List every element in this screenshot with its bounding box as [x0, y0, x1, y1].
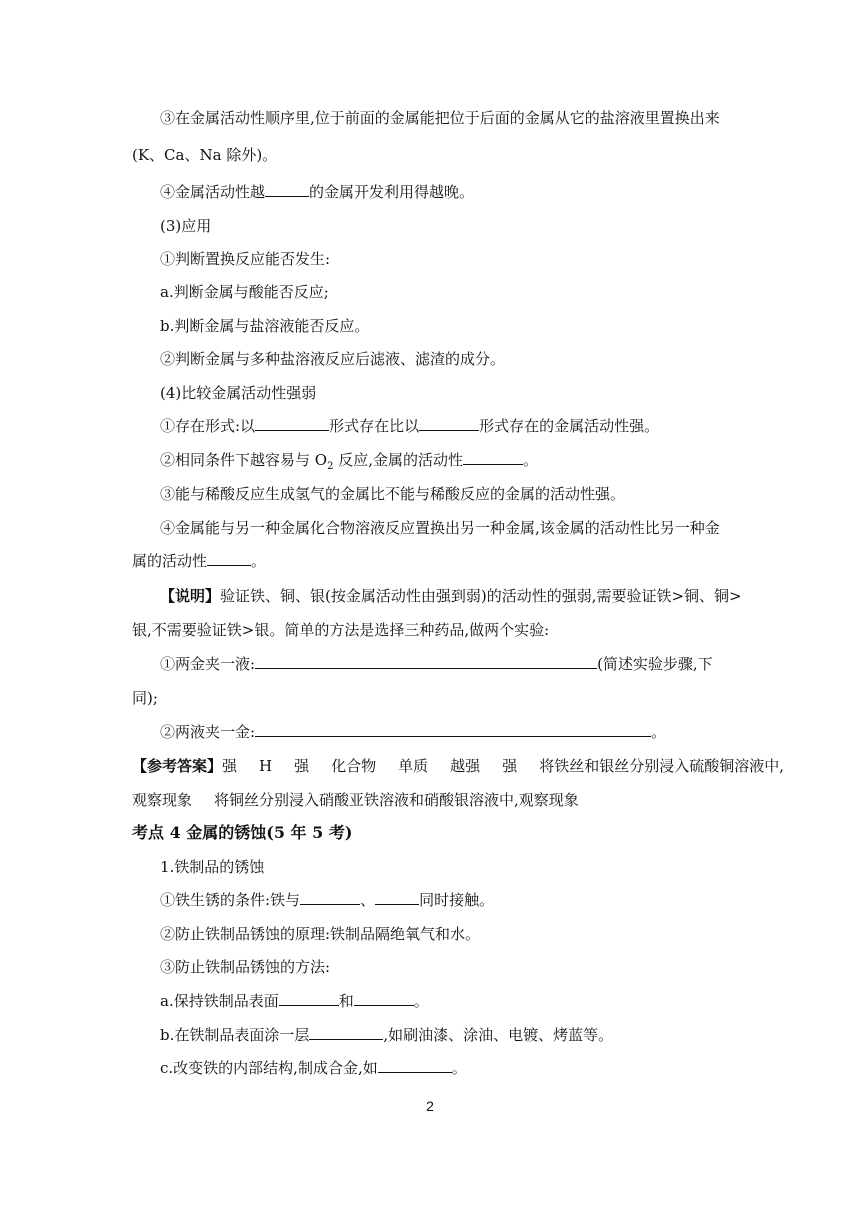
page-number: 2 — [426, 1098, 434, 1114]
fill-blank[interactable] — [255, 654, 597, 669]
fill-blank[interactable] — [255, 722, 651, 737]
text-line: ③防止铁制品锈蚀的方法: — [160, 958, 331, 976]
text-line: 属的活动性 。 — [132, 552, 267, 570]
text-line: 银,不需要验证铁>银。简单的方法是选择三种药品,做两个实验: — [132, 621, 550, 639]
answer-line: 【参考答案】强 H 强 化合物 单质 越强 强 将铁丝和银丝分别浸入硫酸铜溶液中, — [132, 757, 784, 775]
fill-blank[interactable] — [354, 991, 414, 1006]
fill-blank[interactable] — [419, 416, 479, 431]
text-line: ①铁生锈的条件:铁与 、 同时接触。 — [160, 891, 495, 909]
text-line: ①存在形式:以 形式存在比以 形式存在的金属活动性强。 — [160, 417, 660, 435]
fill-blank[interactable] — [375, 890, 419, 905]
subsection-title: 1.铁制品的锈蚀 — [160, 858, 265, 876]
text-line: a.判断金属与酸能否反应; — [160, 283, 329, 301]
text-line: 同); — [132, 689, 158, 707]
answer-line: 观察现象 将铜丝分别浸入硝酸亚铁溶液和硝酸银溶液中,观察现象 — [132, 791, 579, 809]
text-line: ④金属活动性越 的金属开发利用得越晚。 — [160, 183, 475, 201]
text-line: (K、Ca、Na 除外)。 — [132, 146, 278, 164]
text-line: ③能与稀酸反应生成氢气的金属比不能与稀酸反应的金属的活动性强。 — [160, 485, 626, 503]
fill-blank[interactable] — [378, 1058, 452, 1073]
fill-blank[interactable] — [300, 890, 360, 905]
text-line: ②相同条件下越容易与 $O_2$ 反应,金属的活动性 。 — [160, 451, 539, 472]
text-line: b.在铁制品表面涂一层 ,如刷油漆、涂油、电镀、烤蓝等。 — [160, 1026, 614, 1044]
text-line: a.保持铁制品表面 和 。 — [160, 992, 429, 1010]
text-line: ①两金夹一液: (简述实验步骤,下 — [160, 655, 713, 673]
subsection-title: (3)应用 — [160, 217, 212, 235]
text-line: ②防止铁制品锈蚀的原理:铁制品隔绝氧气和水。 — [160, 925, 481, 943]
text-line: ①判断置换反应能否发生: — [160, 250, 331, 268]
text-line: ②判断金属与多种盐溶液反应后滤液、滤渣的成分。 — [160, 350, 506, 368]
text-line: ④金属能与另一种金属化合物溶液反应置换出另一种金属,该金属的活动性比另一种金 — [160, 519, 720, 537]
fill-blank[interactable] — [265, 182, 309, 197]
fill-blank[interactable] — [463, 450, 523, 465]
fill-blank[interactable] — [309, 1025, 383, 1040]
section-heading: 考点 4 金属的锈蚀(5 年 5 考) — [132, 823, 353, 842]
text-line: c.改变铁的内部结构,制成合金,如 。 — [160, 1059, 467, 1077]
fill-blank[interactable] — [207, 551, 251, 566]
subsection-title: (4)比较金属活动性强弱 — [160, 384, 317, 402]
text-line: ③在金属活动性顺序里,位于前面的金属能把位于后面的金属从它的盐溶液里置换出来 — [160, 109, 720, 127]
fill-blank[interactable] — [279, 991, 339, 1006]
text-line: b.判断金属与盐溶液能否反应。 — [160, 317, 370, 335]
fill-blank[interactable] — [255, 416, 329, 431]
text-line: ②两液夹一金: 。 — [160, 723, 667, 741]
note-line: 【说明】验证铁、铜、银(按金属活动性由强到弱)的活动性的强弱,需要验证铁>铜、铜> — [160, 587, 742, 605]
